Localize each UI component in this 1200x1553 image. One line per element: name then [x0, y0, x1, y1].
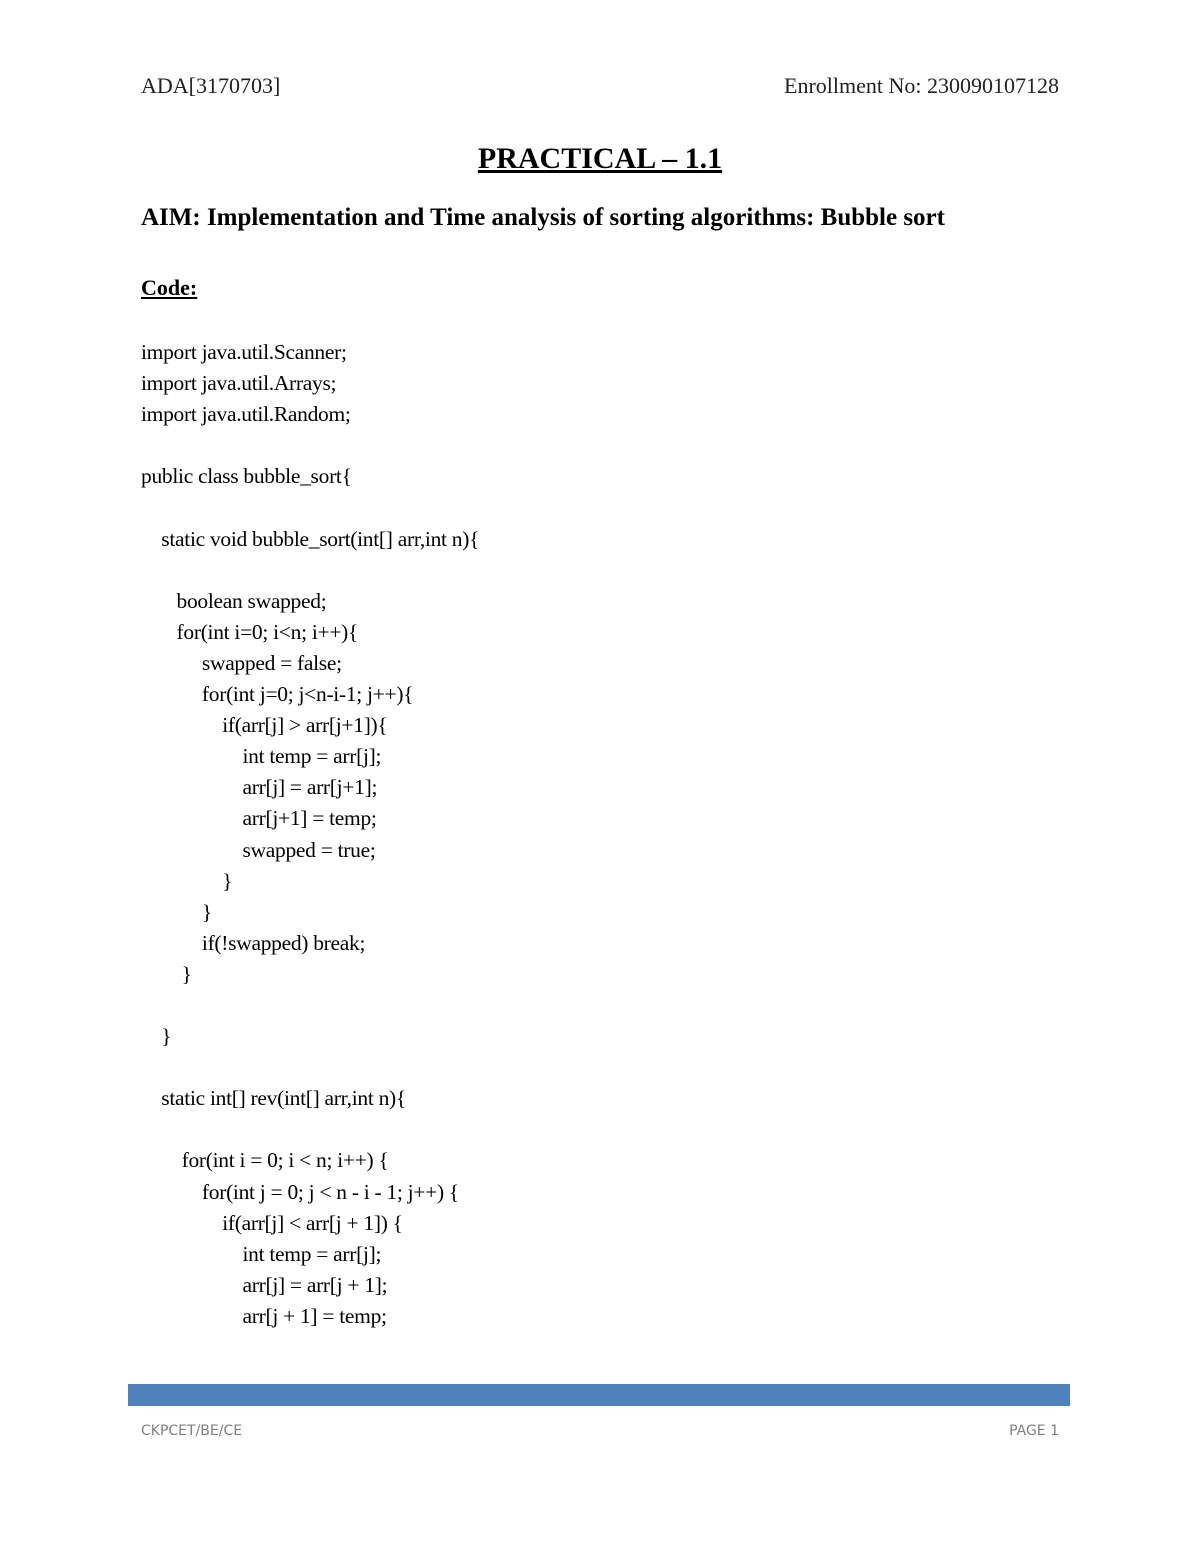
code-line: int temp = arr[j]; — [141, 744, 382, 769]
header-course-code: ADA[3170703] — [141, 73, 281, 98]
code-line — [141, 430, 1081, 461]
code-line: arr[j + 1] = temp; — [141, 1303, 387, 1328]
code-line: swapped = true; — [141, 837, 376, 862]
code-line: swapped = false; — [141, 650, 342, 675]
code-line: for(int j = 0; j < n - i - 1; j++) { — [141, 1179, 459, 1204]
header-enrollment-number: Enrollment No: 230090107128 — [784, 73, 1059, 98]
code-line: if(arr[j] > arr[j+1]){ — [141, 713, 388, 738]
code-line: for(int j=0; j<n-i-1; j++){ — [141, 682, 414, 707]
code-line: import java.util.Random; — [141, 402, 351, 427]
code-line — [141, 1052, 1081, 1083]
code-line — [141, 1114, 1081, 1145]
code-line: } — [141, 961, 192, 986]
code-line — [141, 990, 1081, 1021]
code-line: } — [141, 1024, 172, 1049]
code-line: static void bubble_sort(int[] arr,int n){ — [141, 526, 480, 551]
code-line: import java.util.Arrays; — [141, 371, 337, 396]
aim-statement: AIM: Implementation and Time analysis of sorting algorithms: Bubble sort — [141, 204, 945, 231]
code-line: for(int i=0; i<n; i++){ — [141, 619, 359, 644]
code-heading: Code: — [141, 275, 198, 300]
code-line — [141, 492, 1081, 523]
footer-divider-bar — [128, 1384, 1070, 1406]
code-line: boolean swapped; — [141, 588, 327, 613]
footer-page-number: PAGE 1 — [1009, 1423, 1059, 1439]
code-line: public class bubble_sort{ — [141, 464, 352, 489]
code-line: arr[j] = arr[j+1]; — [141, 775, 378, 800]
code-line: arr[j+1] = temp; — [141, 806, 377, 831]
code-line: } — [141, 899, 212, 924]
code-line — [141, 555, 1081, 586]
footer-institution: CKPCET/BE/CE — [141, 1423, 243, 1439]
code-block — [141, 337, 1081, 1332]
code-line: } — [141, 868, 233, 893]
code-line: import java.util.Scanner; — [141, 340, 347, 364]
code-line: if(!swapped) break; — [141, 930, 366, 955]
code-line: arr[j] = arr[j + 1]; — [141, 1272, 388, 1297]
code-line: for(int i = 0; i < n; i++) { — [141, 1148, 389, 1173]
code-line: static int[] rev(int[] arr,int n){ — [141, 1086, 406, 1111]
code-line: if(arr[j] < arr[j + 1]) { — [141, 1210, 403, 1235]
code-line: int temp = arr[j]; — [141, 1241, 382, 1266]
page-title: PRACTICAL – 1.1 — [477, 142, 723, 175]
